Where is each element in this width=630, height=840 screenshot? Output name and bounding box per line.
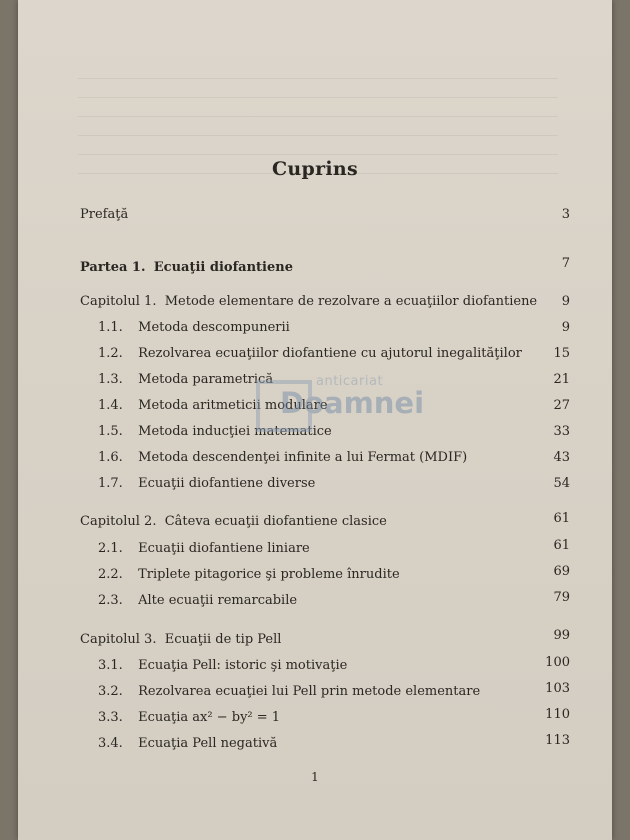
toc-entry-section — [98, 684, 480, 699]
toc-page-number: 79 — [553, 590, 570, 605]
toc-entry-chapter — [80, 294, 537, 309]
toc-entry-section — [98, 710, 280, 725]
section-number: 2.1. — [98, 541, 123, 556]
toc-page-number: 99 — [553, 628, 570, 643]
toc-entry-preface — [80, 207, 128, 222]
section-number: 3.2. — [98, 684, 123, 699]
toc-page-number: 100 — [545, 655, 570, 670]
section-title: Metoda parametrică — [138, 372, 274, 387]
section-number: 1.2. — [98, 346, 123, 361]
section-title: Alte ecuaţii remarcabile — [138, 593, 298, 608]
toc-page-number: 9 — [561, 294, 570, 309]
toc-entry-section — [98, 541, 310, 556]
part-title: Ecuaţii diofantiene — [153, 260, 293, 275]
part-label: Partea 1. — [80, 260, 146, 275]
toc-page-number: 33 — [553, 424, 570, 439]
section-number: 2.2. — [98, 567, 123, 582]
toc-entry-chapter — [80, 632, 281, 647]
section-title: Ecuaţii diofantiene diverse — [138, 476, 316, 491]
toc-entry-section — [98, 593, 297, 608]
section-title: Metoda descendenţei infinite a lui Fermat (MDIF) — [138, 450, 468, 465]
section-title: Rezolvarea ecuaţiilor diofantiene cu ajutorul inegalităţilor — [138, 346, 522, 361]
toc-entry-section — [98, 372, 273, 387]
section-number: 1.1. — [98, 320, 123, 335]
toc-page-number: 61 — [553, 511, 570, 526]
toc-entry-section — [98, 658, 347, 673]
toc-entry-chapter — [80, 514, 387, 529]
section-title: Triplete pitagorice şi probleme înrudite — [138, 567, 400, 582]
section-title: Metoda inducţiei matematice — [138, 424, 332, 439]
toc-page-number: 113 — [545, 733, 570, 748]
section-title: Ecuaţia Pell negativă — [138, 736, 278, 751]
chapter-label: Capitolul 1. — [80, 294, 157, 309]
chapter-title: Câteva ecuaţii diofantiene clasice — [164, 514, 387, 529]
toc-entry-label: Prefaţă — [80, 207, 129, 222]
toc-page-number: 9 — [561, 320, 570, 335]
chapter-title: Metode elementare de rezolvare a ecuaţiilor diofantiene — [164, 294, 538, 309]
toc-entry-section — [98, 736, 277, 751]
section-title: Metoda aritmeticii modulare — [138, 398, 328, 413]
section-number: 3.4. — [98, 736, 123, 751]
toc-entry-section — [98, 567, 400, 582]
toc-page-number: 43 — [553, 450, 570, 465]
toc-page-number: 103 — [545, 681, 570, 696]
toc-page-number: 61 — [553, 538, 570, 553]
section-number: 1.4. — [98, 398, 123, 413]
toc-page-number: 21 — [553, 372, 570, 387]
toc-page-number: 110 — [545, 707, 570, 722]
watermark-main-text: Doamnei — [280, 386, 425, 420]
section-title: Ecuaţia ax² − by² = 1 — [138, 710, 281, 725]
book-page — [18, 0, 612, 840]
toc-page-number: 7 — [561, 256, 570, 271]
chapter-title: Ecuaţii de tip Pell — [164, 632, 282, 647]
toc-entry-section — [98, 346, 522, 361]
watermark-top-text: anticariat — [316, 374, 384, 389]
section-title: Rezolvarea ecuaţiei lui Pell prin metode elementare — [138, 684, 481, 699]
chapter-label: Capitolul 3. — [80, 632, 157, 647]
section-number: 1.6. — [98, 450, 123, 465]
section-number: 3.1. — [98, 658, 123, 673]
section-number: 1.5. — [98, 424, 123, 439]
watermark-logo — [256, 372, 425, 432]
toc-page-number: 69 — [553, 564, 570, 579]
toc-page-number: 15 — [553, 346, 570, 361]
section-number: 1.3. — [98, 372, 123, 387]
chapter-label: Capitolul 2. — [80, 514, 157, 529]
page-number: 1 — [311, 770, 319, 784]
section-title: Metoda descompunerii — [138, 320, 290, 335]
page-title: Cuprins — [271, 158, 359, 180]
section-number: 2.3. — [98, 593, 123, 608]
toc-page-number: 27 — [553, 398, 570, 413]
toc-page-number: 3 — [561, 207, 570, 222]
toc-page-number: 54 — [553, 476, 570, 491]
section-number: 3.3. — [98, 710, 123, 725]
section-number: 1.7. — [98, 476, 123, 491]
toc-entry-section — [98, 320, 290, 335]
section-title: Ecuaţii diofantiene liniare — [138, 541, 310, 556]
toc-entry-section — [98, 476, 315, 491]
toc-entry-section — [98, 450, 467, 465]
toc-entry-part — [80, 260, 293, 275]
section-title: Ecuaţia Pell: istoric şi motivaţie — [138, 658, 348, 673]
